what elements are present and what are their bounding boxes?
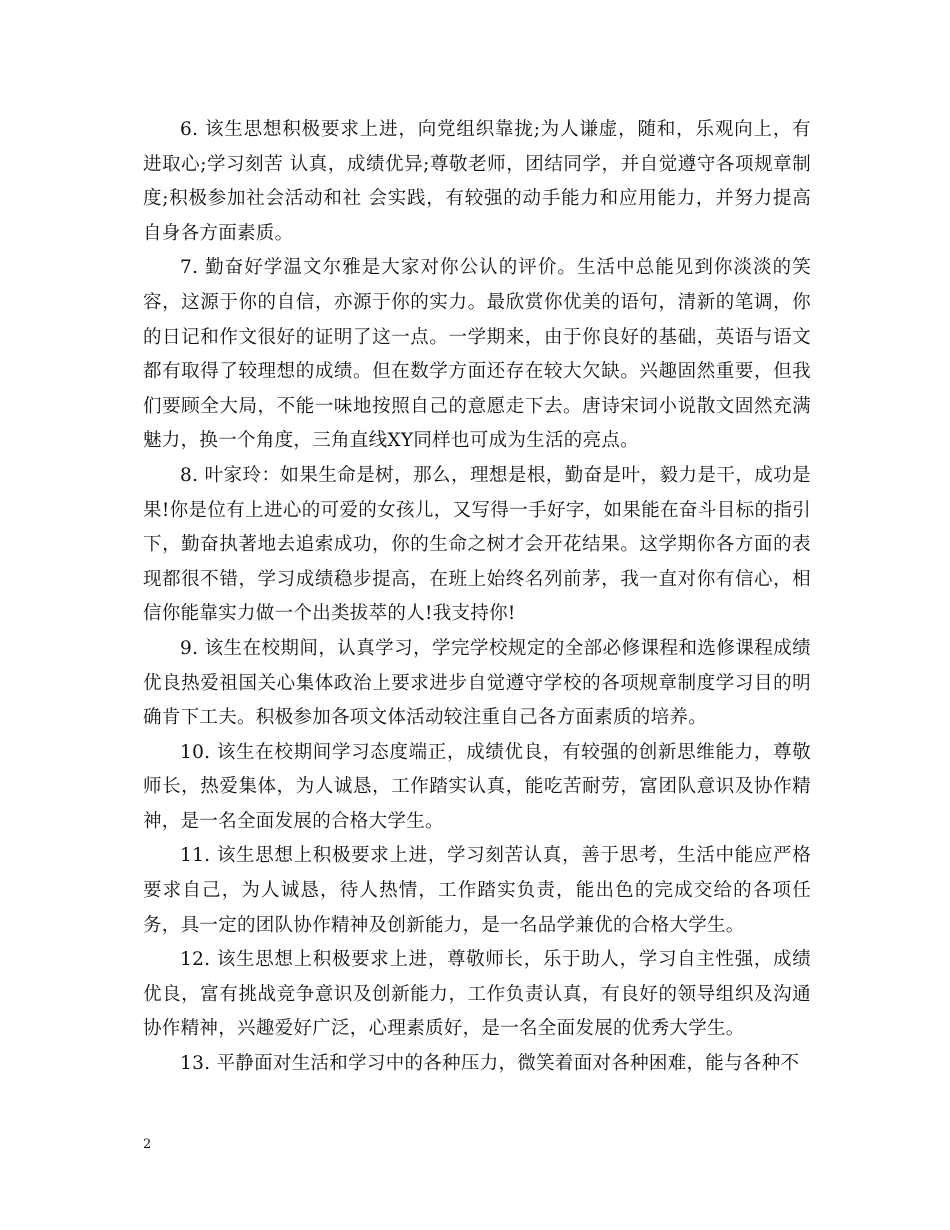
document-body	[143, 113, 811, 1082]
paragraph-7: 7. 勤奋好学温文尔雅是大家对你公认的评价。生活中总能见到你淡淡的笑容，这源于你的自信，亦源于你的实力。最欣赏你优美的语句，清新的笔调，你的日记和作文很好的证明了这一点。一学期来，由于你良好的基础，英语与语文都有取得了较理想的成绩。但在数学方面还存在较大欠缺。兴趣固然重要，但我们要顾全大局，不能一味地按照自己的意愿走下去。唐诗宋词小说散文固然充满魅力，换一个角度，三角直线XY同样也可成为生活的亮点。	[143, 257, 811, 452]
paragraph-6: 6. 该生思想积极要求上进，向党组织靠拢;为人谦虚，随和，乐观向上，有进取心;学习刻苦 认真，成绩优异;尊敬老师，团结同学，并自觉遵守各项规章制度;积极参加社会活动和社 会实践，有较强的动手能力和应用能力，并努力提高自身各方面素质。	[143, 119, 811, 244]
paragraph-13: 13. 平静面对生活和学习中的各种压力，微笑着面对各种困难，能与各种不	[180, 1053, 800, 1075]
paragraph-10: 10. 该生在校期间学习态度端正，成绩优良，有较强的创新思维能力，尊敬师长，热爱集体，为人诚恳，工作踏实认真，能吃苦耐劳，富团队意识及协作精神，是一名全面发展的合格大学生。	[143, 741, 811, 832]
page-number: 2	[143, 1137, 152, 1152]
paragraph-12: 12. 该生思想上积极要求上进，尊敬师长，乐于助人，学习自主性强，成绩优良，富有挑战竞争意识及创新能力，工作负责认真，有良好的领导组织及沟通协作精神，兴趣爱好广泛，心理素质好，是一名全面发展的优秀大学生。	[143, 949, 811, 1040]
paragraph-11: 11. 该生思想上积极要求上进，学习刻苦认真，善于思考，生活中能应严格要求自己，为人诚恳，待人热情，工作踏实负责，能出色的完成交给的各项任务，具一定的团队协作精神及创新能力，是一名品学兼优的合格大学生。	[143, 845, 811, 936]
paragraph-9: 9. 该生在校期间，认真学习，学完学校规定的全部必修课程和选修课程成绩优良热爱祖国关心集体政治上要求进步自觉遵守学校的各项规章制度学习目的明确肯下工夫。积极参加各项文体活动较注重自己各方面素质的培养。	[143, 637, 811, 729]
paragraph-8: 8. 叶家玲：如果生命是树，那么，理想是根，勤奋是叶，毅力是干，成功是果!你是位有上进心的可爱的女孩儿，又写得一手好字，如果能在奋斗目标的指引下，勤奋执著地去追索成功，你的生命之树才会开花结果。这学期你各方面的表现都很不错，学习成绩稳步提高，在班上始终名列前茅，我一直对你有信心，相信你能靠实力做一个出类拔萃的人!我支持你!	[143, 464, 811, 625]
